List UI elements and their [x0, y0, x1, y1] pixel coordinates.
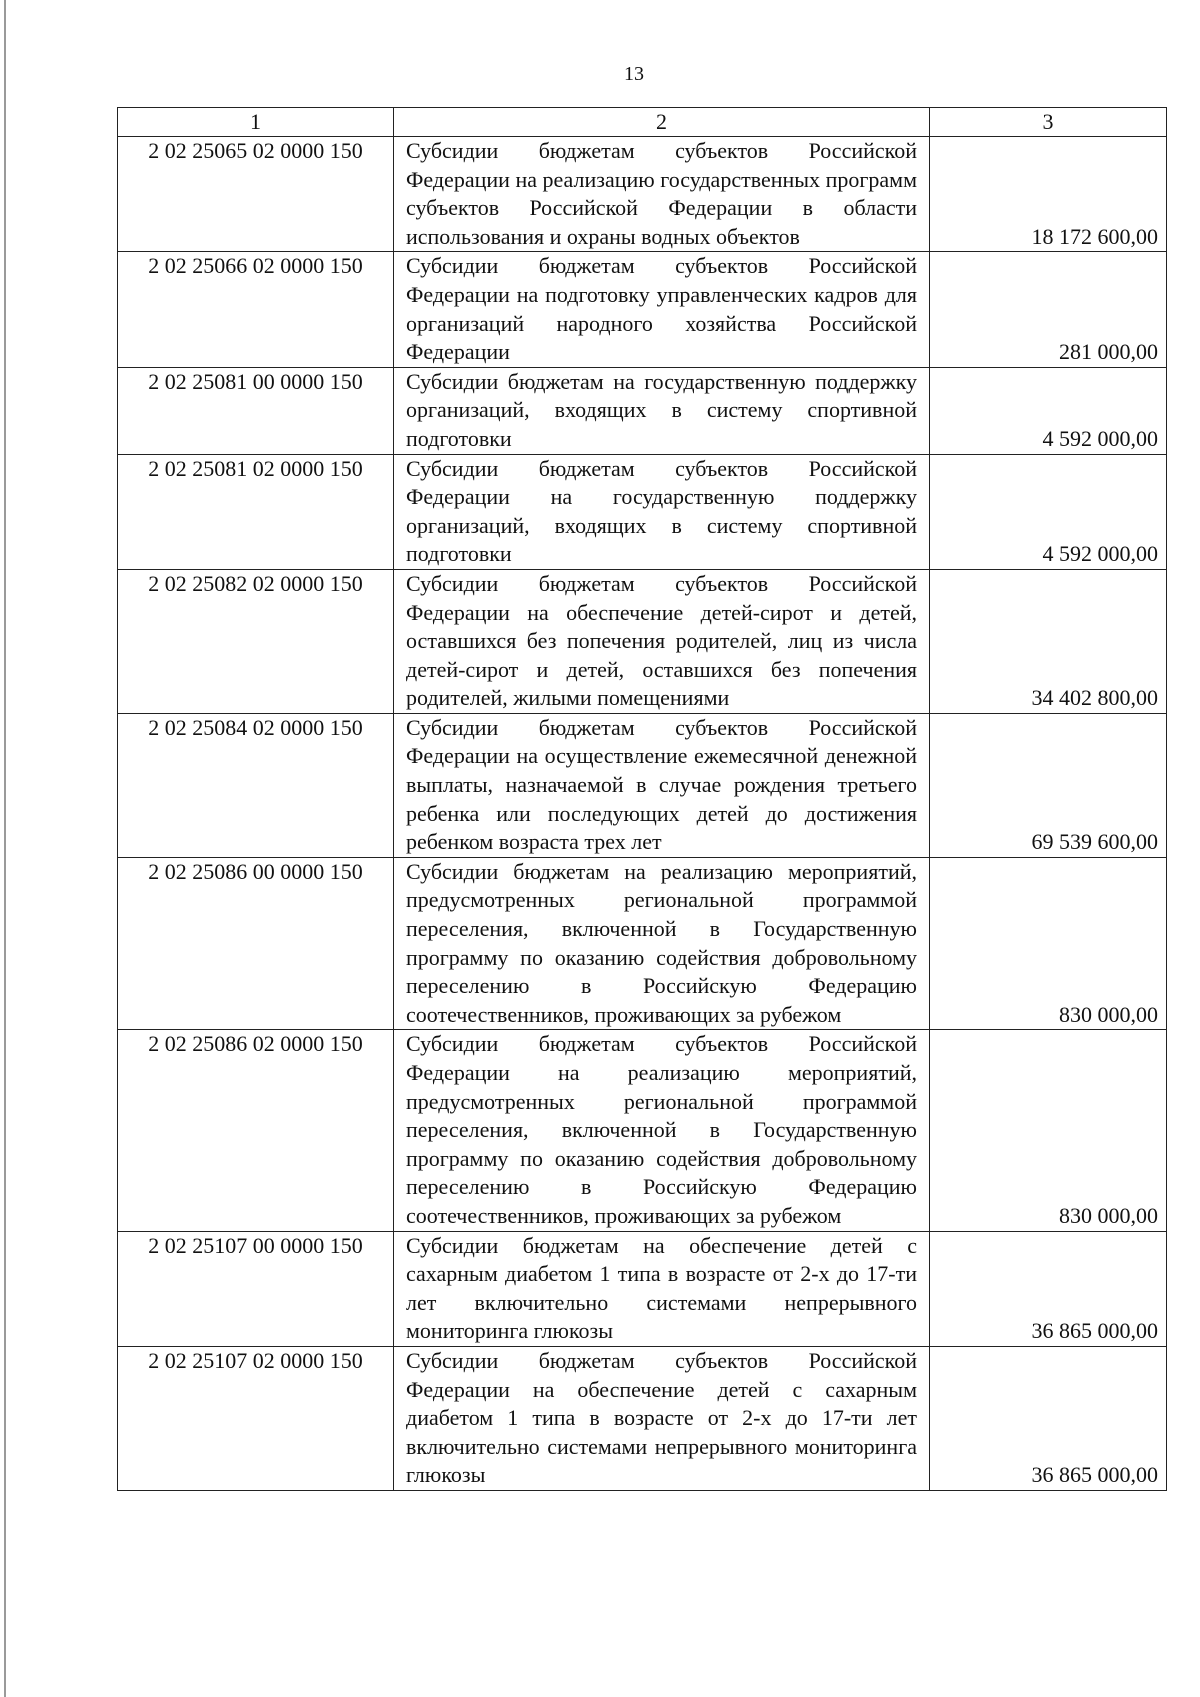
budget-code: 2 02 25081 02 0000 150: [118, 454, 394, 569]
table-row: [118, 713, 1167, 857]
row-amount: 18 172 600,00: [930, 137, 1167, 252]
row-amount: 69 539 600,00: [930, 713, 1167, 857]
row-amount: 830 000,00: [930, 857, 1167, 1030]
description-text: Субсидии бюджетам субъектов Российской Федерации на обеспечение детей с сахарным диабетом 1 типа в возрасте от 2-х до 17-ти лет включительно системами непрерывного мониторинга глюкозы: [406, 1347, 917, 1488]
table-row: [118, 137, 1167, 252]
scan-edge-line: [4, 0, 6, 1697]
table-row: [118, 1346, 1167, 1490]
page-number: 13: [624, 63, 644, 85]
row-amount: 34 402 800,00: [930, 569, 1167, 713]
description-text: Субсидии бюджетам субъектов Российской Федерации на государственную поддержку организаций, входящих в систему спортивной подготовки: [406, 455, 917, 567]
table-row: [118, 367, 1167, 454]
budget-code: 2 02 25082 02 0000 150: [118, 569, 394, 713]
description-text: Субсидии бюджетам на обеспечение детей с сахарным диабетом 1 типа в возрасте от 2-х до 17-ти лет включительно системами непрерывного мониторинга глюкозы: [406, 1232, 917, 1344]
budget-code: 2 02 25086 00 0000 150: [118, 857, 394, 1030]
row-description: [394, 454, 930, 569]
budget-code: 2 02 25107 02 0000 150: [118, 1346, 394, 1490]
budget-code: 2 02 25084 02 0000 150: [118, 713, 394, 857]
row-amount: 281 000,00: [930, 252, 1167, 367]
description-text: Субсидии бюджетам субъектов Российской Федерации на реализацию государственных программ субъектов Российской Федерации в области использования и охраны водных объектов: [406, 138, 917, 249]
row-amount: 4 592 000,00: [930, 367, 1167, 454]
description-text: Субсидии бюджетам на государственную поддержку организаций, входящих в систему спортивной подготовки: [406, 368, 917, 451]
row-description: [394, 713, 930, 857]
budget-code: 2 02 25066 02 0000 150: [118, 252, 394, 367]
row-description: [394, 137, 930, 252]
table-row: [118, 569, 1167, 713]
row-description: [394, 1346, 930, 1490]
budget-code: 2 02 25065 02 0000 150: [118, 137, 394, 252]
description-text: Субсидии бюджетам субъектов Российской Федерации на осуществление ежемесячной денежной выплаты, назначаемой в случае рождения третьего ребенка или последующих детей до достижения ребенком возраста трех лет: [406, 714, 917, 855]
column-header-1: 1: [118, 108, 394, 137]
row-description: [394, 367, 930, 454]
budget-code: 2 02 25086 02 0000 150: [118, 1030, 394, 1231]
row-description: [394, 1030, 930, 1231]
budget-code: 2 02 25081 00 0000 150: [118, 367, 394, 454]
column-header-3: 3: [930, 108, 1167, 137]
description-text: Субсидии бюджетам субъектов Российской Федерации на обеспечение детей-сирот и детей, оставшихся без попечения родителей, лиц из числа детей-сирот и детей, оставшихся без попечения родителей, жилыми помещениями: [406, 570, 917, 711]
row-amount: 4 592 000,00: [930, 454, 1167, 569]
row-amount: 36 865 000,00: [930, 1346, 1167, 1490]
row-description: [394, 252, 930, 367]
budget-code: 2 02 25107 00 0000 150: [118, 1231, 394, 1346]
row-description: [394, 1231, 930, 1346]
row-amount: 36 865 000,00: [930, 1231, 1167, 1346]
table-row: [118, 1231, 1167, 1346]
row-description: [394, 569, 930, 713]
description-text: Субсидии бюджетам на реализацию мероприятий, предусмотренных региональной программой переселения, включенной в Государственную программу по оказанию содействия добровольному переселению в Российскую Федерацию соотечественников, проживающих за рубежом: [406, 858, 917, 1027]
column-header-2: 2: [394, 108, 930, 137]
description-text: Субсидии бюджетам субъектов Российской Федерации на подготовку управленческих кадров для организаций народного хозяйства Российской Федерации: [406, 253, 917, 365]
description-text: Субсидии бюджетам субъектов Российской Федерации на реализацию мероприятий, предусмотренных региональной программой переселения, включенной в Государственную программу по оказанию содействия добровольному переселению в Российскую Федерацию соотечественников, проживающих за рубежом: [406, 1031, 917, 1228]
row-description: [394, 857, 930, 1030]
table-row: [118, 857, 1167, 1030]
budget-table: [117, 107, 1167, 1491]
table-row: [118, 252, 1167, 367]
row-amount: 830 000,00: [930, 1030, 1167, 1231]
table-row: [118, 1030, 1167, 1231]
table-header-row: [118, 108, 1167, 137]
table-row: [118, 454, 1167, 569]
